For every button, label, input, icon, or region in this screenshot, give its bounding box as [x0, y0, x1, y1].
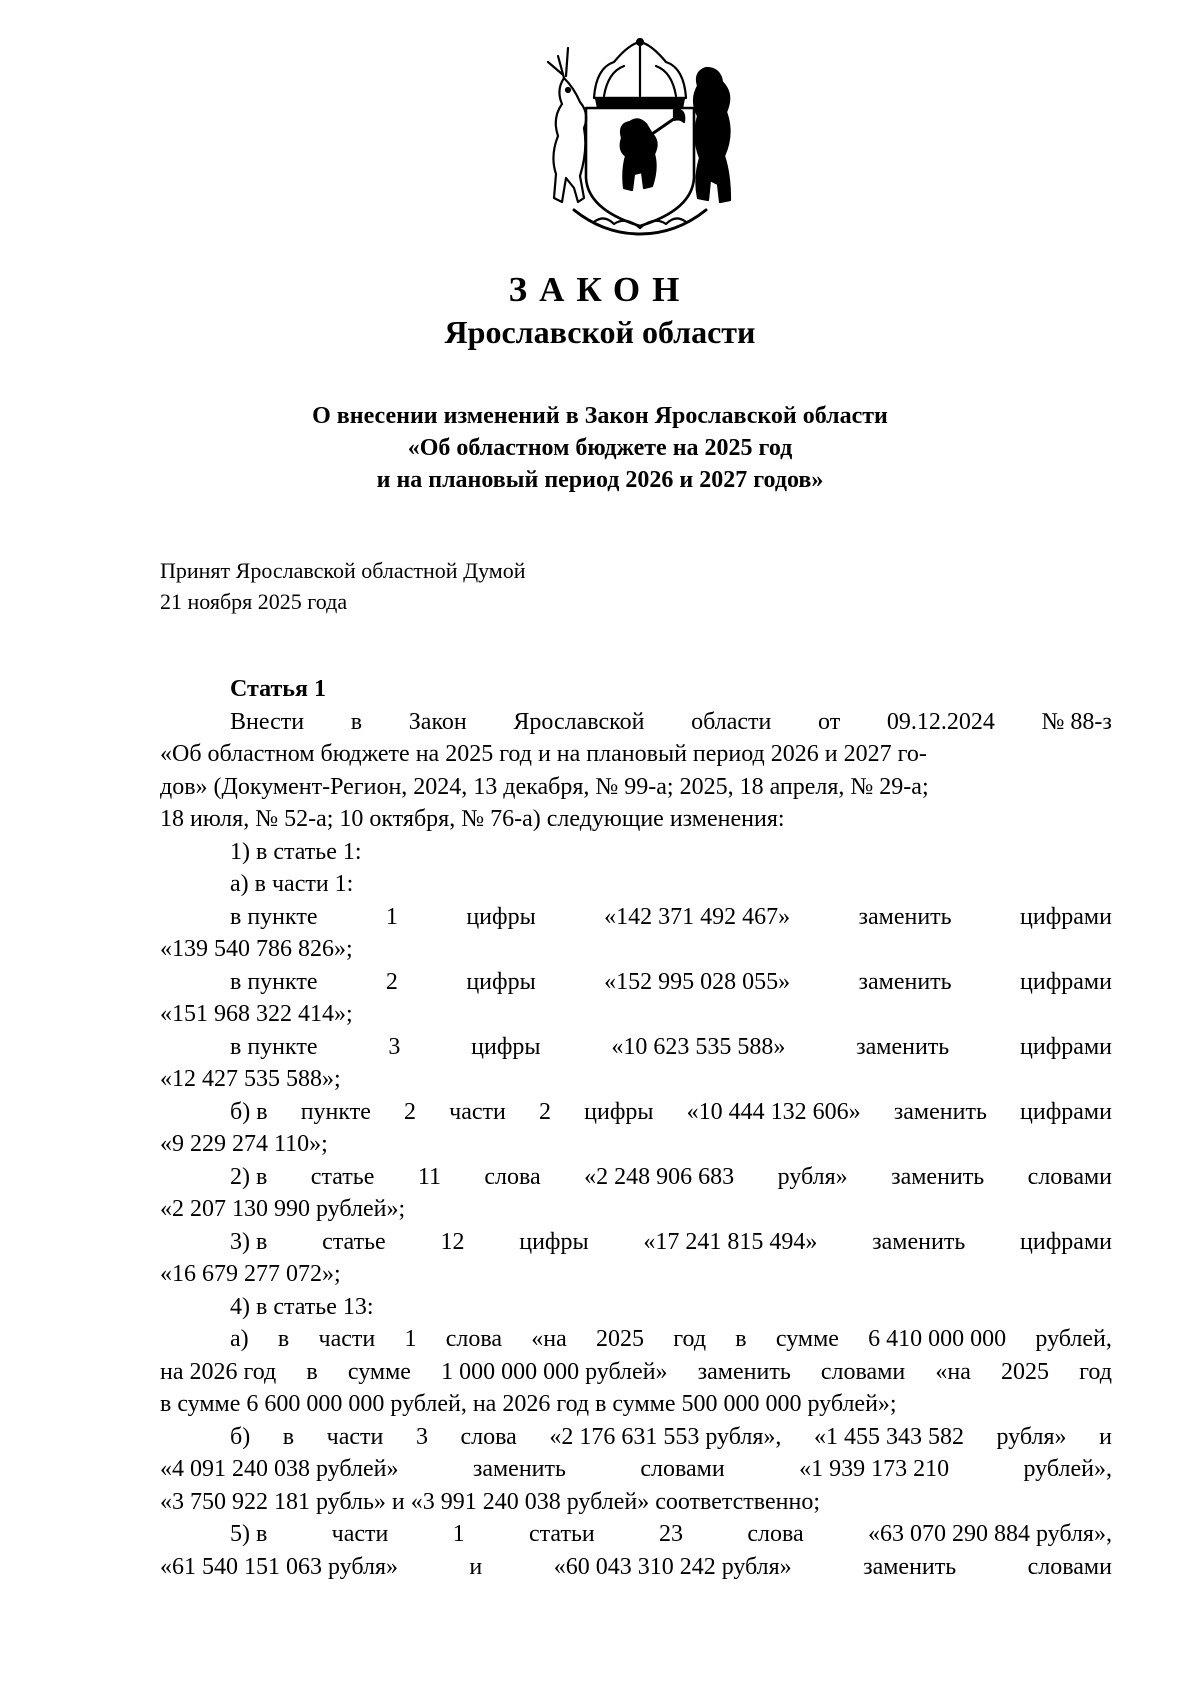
article-line — [160, 1323, 1112, 1356]
law-subject — [0, 400, 1200, 496]
article-line — [160, 933, 1112, 966]
line-segment: статье — [310, 1163, 375, 1190]
line-segment: год — [1079, 1358, 1112, 1385]
subject-line: О внесении изменений в Закон Ярославской области — [312, 403, 888, 429]
line-segment: 1) в статье 1: — [230, 838, 362, 865]
line-segment: словами — [1027, 1163, 1112, 1190]
line-segment: б) в — [230, 1098, 268, 1125]
line-segment: заменить — [863, 1553, 957, 1580]
line-segment: 3 — [388, 1033, 401, 1060]
subject-line: и на плановый период 2026 и 2027 годов» — [376, 467, 824, 493]
article-line — [160, 1096, 1112, 1129]
article-line — [160, 1193, 1112, 1226]
line-segment: статьи — [528, 1521, 595, 1547]
line-segment: части — [331, 1521, 389, 1547]
article-line — [160, 1031, 1112, 1064]
article-line — [160, 1356, 1112, 1389]
line-segment: цифрами — [1020, 903, 1112, 930]
line-segment: 2 — [385, 968, 398, 995]
line-segment: 18 июля, № 52-а; 10 октября, № 76-а) следующие изменения: — [160, 806, 785, 832]
line-segment: сумме — [775, 1326, 839, 1352]
line-segment: дов» (Документ-Регион, 2024, 13 декабря, № 99-а; 2025, 18 апреля, № 29-а; — [160, 773, 929, 800]
subject-line: «Об областном бюджете на 2025 год — [407, 435, 793, 461]
adoption-body: Принят Ярославской областной Думой — [160, 558, 526, 583]
line-segment: слова — [484, 1163, 541, 1190]
line-segment: цифрами — [1020, 1098, 1112, 1125]
line-segment: «60 043 310 242 рубля» — [553, 1553, 792, 1580]
line-segment: 09.12.2024 — [886, 708, 995, 735]
line-segment: рубля» — [996, 1423, 1067, 1450]
line-segment: заменить — [891, 1163, 985, 1190]
article-line — [160, 868, 1112, 901]
line-segment: «3 750 922 181 рубль» и «3 991 240 038 рублей» соответственно; — [160, 1488, 820, 1515]
article-heading: Статья 1 — [230, 676, 326, 702]
line-segment: Внести — [230, 708, 305, 735]
line-segment: 12 — [440, 1228, 465, 1255]
line-segment: 2) в — [230, 1163, 268, 1190]
line-segment: части — [449, 1098, 506, 1125]
article-line — [160, 1453, 1112, 1486]
article-line — [160, 1161, 1112, 1194]
article-line — [160, 1063, 1112, 1096]
line-segment: словами — [820, 1358, 906, 1385]
line-segment: цифрами — [1020, 1033, 1112, 1060]
line-segment: 1 — [385, 903, 398, 930]
line-segment: от — [818, 708, 841, 735]
line-segment: «1 939 173 210 — [799, 1456, 950, 1482]
line-segment: «2 176 631 553 рубля», — [549, 1423, 782, 1450]
line-segment: а) в части 1: — [230, 871, 354, 897]
line-segment: «9 229 274 110»; — [160, 1131, 328, 1157]
article-line — [160, 738, 1112, 771]
line-segment: в — [306, 1358, 318, 1385]
line-segment: Ярославской — [513, 708, 645, 735]
line-segment: «Об областном бюджете на 2025 год и на плановый период 2026 и 2027 го- — [160, 741, 927, 767]
article-line — [160, 1388, 1112, 1421]
adoption-info — [160, 555, 860, 617]
line-segment: «16 679 277 072»; — [160, 1261, 341, 1287]
line-segment: цифры — [466, 903, 536, 930]
line-segment: части — [318, 1326, 376, 1352]
line-segment: в пункте — [230, 968, 318, 995]
line-segment: заменить — [472, 1456, 566, 1482]
article-line — [160, 771, 1112, 804]
line-segment: пункте — [300, 1098, 371, 1125]
article-line — [160, 1258, 1112, 1291]
article-line — [160, 1486, 1112, 1519]
line-segment: словами — [640, 1456, 725, 1482]
document-title: ЗАКОН — [508, 270, 692, 309]
line-segment: 1 000 000 000 рублей» — [441, 1358, 668, 1385]
line-segment: рублей, — [1035, 1326, 1112, 1352]
line-segment: год — [673, 1326, 707, 1352]
article-line — [160, 1291, 1112, 1324]
line-segment: в пункте — [230, 1033, 318, 1060]
line-segment: «17 241 815 494» — [643, 1228, 818, 1255]
line-segment: 2025 — [1001, 1358, 1050, 1385]
line-segment: заменить — [697, 1358, 791, 1385]
line-segment: 6 410 000 000 — [868, 1326, 1007, 1352]
line-segment: 3) в — [230, 1228, 268, 1255]
line-segment: словами — [1027, 1553, 1112, 1580]
line-segment: «151 968 322 414»; — [160, 1001, 353, 1027]
line-segment: в — [735, 1326, 747, 1352]
article-line — [160, 1226, 1112, 1259]
line-segment: в — [282, 1423, 295, 1450]
line-segment: «2 207 130 990 рублей»; — [160, 1196, 406, 1222]
document-region: Ярославской области — [444, 314, 756, 350]
line-segment: «152 995 028 055» — [604, 968, 791, 995]
article-line — [160, 706, 1112, 739]
line-segment: рубля» — [777, 1163, 848, 1190]
line-segment: в — [350, 708, 363, 735]
line-segment: 23 — [659, 1521, 684, 1547]
line-segment: в сумме 6 600 000 000 рублей, на 2026 год в сумме 500 000 000 рублей»; — [160, 1391, 897, 1417]
line-segment: части — [326, 1423, 384, 1450]
line-segment: заменить — [858, 968, 952, 995]
line-segment: б) — [230, 1423, 251, 1450]
line-segment: Закон — [408, 708, 467, 735]
line-segment: заменить — [872, 1228, 966, 1255]
line-segment: цифры — [519, 1228, 589, 1255]
article-body — [160, 673, 1112, 1583]
line-segment: а) — [230, 1326, 249, 1352]
line-segment: в — [277, 1326, 290, 1352]
line-segment: «61 540 151 063 рубля» — [160, 1553, 398, 1580]
line-segment: 5) в — [230, 1521, 268, 1547]
line-segment: «12 427 535 588»; — [160, 1066, 341, 1092]
line-segment: «1 455 343 582 — [813, 1423, 964, 1450]
article-line — [160, 998, 1112, 1031]
line-segment: цифры — [466, 968, 536, 995]
line-segment: цифрами — [1020, 1228, 1112, 1255]
line-segment: «139 540 786 826»; — [160, 936, 353, 962]
line-segment: слова — [445, 1326, 503, 1352]
line-segment: заменить — [858, 903, 952, 930]
line-segment: 4) в статье 13: — [230, 1293, 374, 1320]
article-line — [160, 1518, 1112, 1551]
line-segment: и — [469, 1553, 483, 1580]
line-segment: слова — [747, 1521, 804, 1547]
article-line — [160, 803, 1112, 836]
line-segment: области — [691, 708, 772, 735]
line-segment: в пункте — [230, 903, 318, 930]
adoption-date: 21 ноября 2025 года — [160, 589, 348, 614]
article-line — [160, 1551, 1112, 1584]
article-line — [160, 836, 1112, 869]
line-segment: заменить — [893, 1098, 987, 1125]
line-segment: «142 371 492 467» — [604, 903, 791, 930]
line-segment: № 88-з — [1041, 708, 1112, 735]
article-line — [160, 1421, 1112, 1454]
article-line — [160, 901, 1112, 934]
article-line — [160, 966, 1112, 999]
line-segment: «4 091 240 038 рублей» — [160, 1456, 399, 1482]
line-segment: на 2026 год — [160, 1358, 277, 1385]
line-segment: «на — [531, 1326, 567, 1352]
line-segment: сумме — [347, 1358, 411, 1385]
line-segment: 2 — [539, 1098, 551, 1125]
line-segment: заменить — [856, 1033, 950, 1060]
line-segment: цифры — [471, 1033, 541, 1060]
line-segment: «2 248 906 683 — [584, 1163, 735, 1190]
line-segment: 11 — [417, 1163, 441, 1190]
line-segment: цифры — [584, 1098, 654, 1125]
line-segment: рублей», — [1023, 1456, 1112, 1482]
line-segment: цифрами — [1020, 968, 1112, 995]
line-segment: «10 444 132 606» — [686, 1098, 861, 1125]
line-segment: 2 — [404, 1098, 416, 1125]
line-segment: «63 070 290 884 рубля», — [867, 1521, 1112, 1547]
line-segment: статье — [322, 1228, 386, 1255]
line-segment: 1 — [452, 1521, 465, 1547]
line-segment: 2025 — [596, 1326, 645, 1352]
line-segment: слова — [460, 1423, 517, 1450]
yaroslavl-coat-of-arms-icon — [534, 38, 744, 238]
line-segment: 3 — [415, 1423, 428, 1450]
line-segment: и — [1099, 1423, 1112, 1450]
line-segment: «10 623 535 588» — [611, 1033, 786, 1060]
article-line — [160, 1128, 1112, 1161]
line-segment: 1 — [404, 1326, 417, 1352]
line-segment: «на — [935, 1358, 971, 1385]
